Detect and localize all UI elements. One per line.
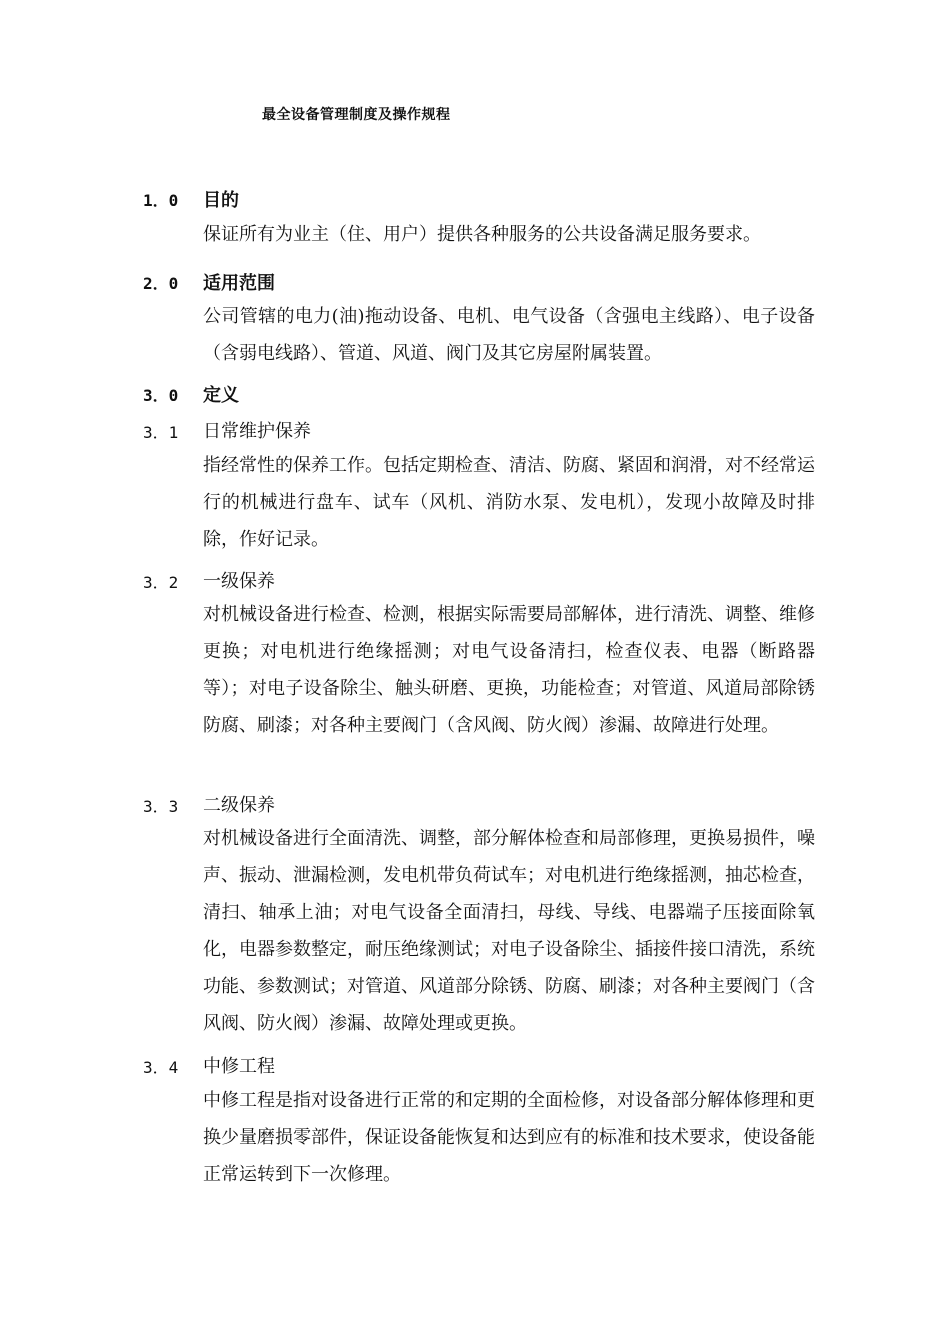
subsection-heading-level1-maintenance: 一级保养 bbox=[203, 571, 275, 592]
subsection-heading-daily-maintenance: 日常维护保养 bbox=[203, 421, 311, 442]
subsection-heading-level2-maintenance: 二级保养 bbox=[203, 795, 275, 816]
subsection-number: 3．1 bbox=[143, 423, 179, 442]
section-heading-scope: 适用范围 bbox=[203, 273, 275, 294]
subsection-body-level2-maintenance: 对机械设备进行全面清洗、调整，部分解体检查和局部修理，更换易损件，噪声、振动、泄漏检测，发电机带负荷试车；对电机进行绝缘摇测，抽芯检查，清扫、轴承上油；对电气设备全面清扫，母线、导线、电器端子压接面除氧化，电器参数整定，耐压绝缘测试；对电子设备除尘、插接件接口清洗，系统功能、参数测试；对管道、风道部分除锈、防腐、刷漆；对各种主要阀门（含风阀、防火阀）渗漏、故障处理或更换。 bbox=[203, 828, 815, 1034]
subsection-body-level1-maintenance: 对机械设备进行检查、检测，根据实际需要局部解体，进行清洗、调整、维修更换；对电机进行绝缘摇测；对电气设备清扫，检查仪表、电器（断路器等）；对电子设备除尘、触头研磨、更换，功能检查；对管道、风道局部除锈防腐、刷漆；对各种主要阀门（含风阀、防火阀）渗漏、故障进行处理。 bbox=[203, 604, 815, 736]
section-heading-definitions: 定义 bbox=[203, 385, 239, 406]
section-number: 2．0 bbox=[143, 274, 179, 293]
subsection-number: 3．2 bbox=[143, 573, 179, 592]
document-title: 最全设备管理制度及操作规程 bbox=[262, 107, 451, 123]
subsection-body-medium-repair: 中修工程是指对设备进行正常的和定期的全面检修，对设备部分解体修理和更换少量磨损零部件，保证设备能恢复和达到应有的标准和技术要求，使设备能正常运转到下一次修理。 bbox=[203, 1090, 815, 1185]
subsection-number: 3．4 bbox=[143, 1058, 179, 1077]
section-number: 3．0 bbox=[143, 386, 179, 405]
subsection-number: 3．3 bbox=[143, 797, 179, 816]
section-number: 1．0 bbox=[143, 191, 179, 210]
section-body-scope: 公司管辖的电力(油)拖动设备、电机、电气设备（含强电主线路）、电子设备（含弱电线路）、管道、风道、阀门及其它房屋附属装置。 bbox=[203, 306, 815, 364]
section-body-purpose: 保证所有为业主（住、用户）提供各种服务的公共设备满足服务要求。 bbox=[203, 224, 761, 245]
subsection-body-daily-maintenance: 指经常性的保养工作。包括定期检查、清洁、防腐、紧固和润滑，对不经常运行的机械进行盘车、试车（风机、消防水泵、发电机），发现小故障及时排除，作好记录。 bbox=[203, 455, 815, 550]
subsection-heading-medium-repair: 中修工程 bbox=[203, 1056, 275, 1077]
section-heading-purpose: 目的 bbox=[203, 190, 239, 211]
